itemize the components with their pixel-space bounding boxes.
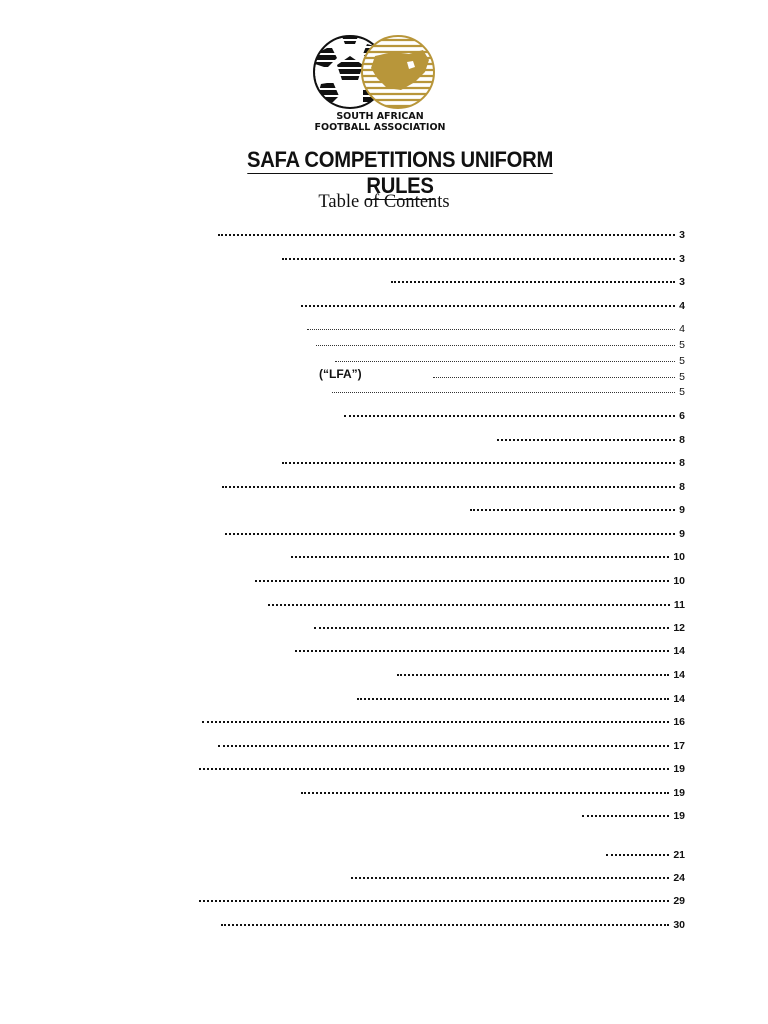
toc-page-number: 11 bbox=[673, 599, 685, 611]
logo-line-2: FOOTBALL ASSOCIATION bbox=[314, 122, 446, 133]
toc-page-number: 5 bbox=[679, 386, 685, 398]
toc-page-number: 10 bbox=[673, 551, 685, 563]
toc-entry[interactable] bbox=[301, 784, 685, 799]
toc-entry[interactable] bbox=[351, 869, 685, 884]
toc-page-number: 14 bbox=[673, 645, 685, 657]
toc-entry[interactable] bbox=[606, 846, 685, 861]
toc-page-number: 21 bbox=[673, 849, 685, 861]
toc-entry[interactable] bbox=[314, 619, 685, 634]
logo-wordmark bbox=[300, 111, 460, 133]
toc-page-number: 14 bbox=[673, 693, 685, 705]
toc-entry[interactable] bbox=[497, 431, 685, 446]
toc-page-number: 4 bbox=[679, 323, 685, 335]
toc-entry-label-lfa: (“LFA”) bbox=[319, 367, 362, 381]
logo-line-1: SOUTH AFRICAN bbox=[336, 111, 424, 122]
toc-entry[interactable] bbox=[255, 572, 685, 587]
toc-entry[interactable] bbox=[470, 501, 685, 516]
toc-entry[interactable] bbox=[218, 737, 685, 752]
toc-subentry[interactable] bbox=[316, 336, 685, 351]
toc-page-number: 8 bbox=[679, 457, 685, 469]
toc-page-number: 19 bbox=[673, 810, 685, 822]
toc-subentry[interactable] bbox=[332, 383, 685, 398]
toc-entry[interactable] bbox=[221, 916, 685, 931]
document-title-text: SAFA COMPETITIONS UNIFORM RULES bbox=[246, 147, 554, 198]
toc-page-number: 16 bbox=[673, 716, 685, 728]
toc-entry[interactable] bbox=[199, 892, 685, 907]
toc-page-number: 5 bbox=[679, 371, 685, 383]
toc-entry[interactable] bbox=[268, 596, 685, 611]
toc-page-number: 19 bbox=[673, 763, 685, 775]
toc-page-number: 9 bbox=[679, 504, 685, 516]
toc-entry[interactable] bbox=[344, 407, 685, 422]
toc-page-number: 30 bbox=[673, 919, 685, 931]
toc-page-number: 19 bbox=[673, 787, 685, 799]
toc-page-number: 9 bbox=[679, 528, 685, 540]
toc-page-number: 3 bbox=[679, 276, 685, 288]
toc-entry[interactable] bbox=[397, 666, 685, 681]
toc-page-number: 5 bbox=[679, 355, 685, 367]
toc-heading: Table of Contents bbox=[318, 192, 450, 212]
toc-page-number: 3 bbox=[679, 253, 685, 265]
toc-page-number: 17 bbox=[673, 740, 685, 752]
toc-entry[interactable] bbox=[202, 713, 685, 728]
toc-entry[interactable] bbox=[225, 525, 685, 540]
toc-page-number: 3 bbox=[679, 229, 685, 241]
toc-page-number: 24 bbox=[673, 872, 685, 884]
toc-entry[interactable] bbox=[282, 250, 685, 265]
toc-entry[interactable] bbox=[222, 478, 685, 493]
toc-entry[interactable] bbox=[301, 297, 685, 312]
toc-entry[interactable] bbox=[391, 273, 685, 288]
toc-page-number: 8 bbox=[679, 434, 685, 446]
toc-page-number: 10 bbox=[673, 575, 685, 587]
toc-page-number: 14 bbox=[673, 669, 685, 681]
toc-entry[interactable] bbox=[218, 226, 685, 241]
toc-entry[interactable] bbox=[291, 548, 685, 563]
toc-entry[interactable] bbox=[582, 807, 685, 822]
toc-page-number: 8 bbox=[679, 481, 685, 493]
toc-page-number: 12 bbox=[673, 622, 685, 634]
toc-page-number: 5 bbox=[679, 339, 685, 351]
toc-entry[interactable] bbox=[282, 454, 685, 469]
toc-subentry[interactable] bbox=[433, 368, 685, 383]
toc-subentry[interactable] bbox=[335, 352, 685, 367]
toc-subentry[interactable] bbox=[307, 320, 685, 335]
toc-page-number: 6 bbox=[679, 410, 685, 422]
toc-entry[interactable] bbox=[199, 760, 685, 775]
toc-page-number: 29 bbox=[673, 895, 685, 907]
toc-entry[interactable] bbox=[357, 690, 685, 705]
toc-entry[interactable] bbox=[295, 642, 685, 657]
toc-page-number: 4 bbox=[679, 300, 685, 312]
